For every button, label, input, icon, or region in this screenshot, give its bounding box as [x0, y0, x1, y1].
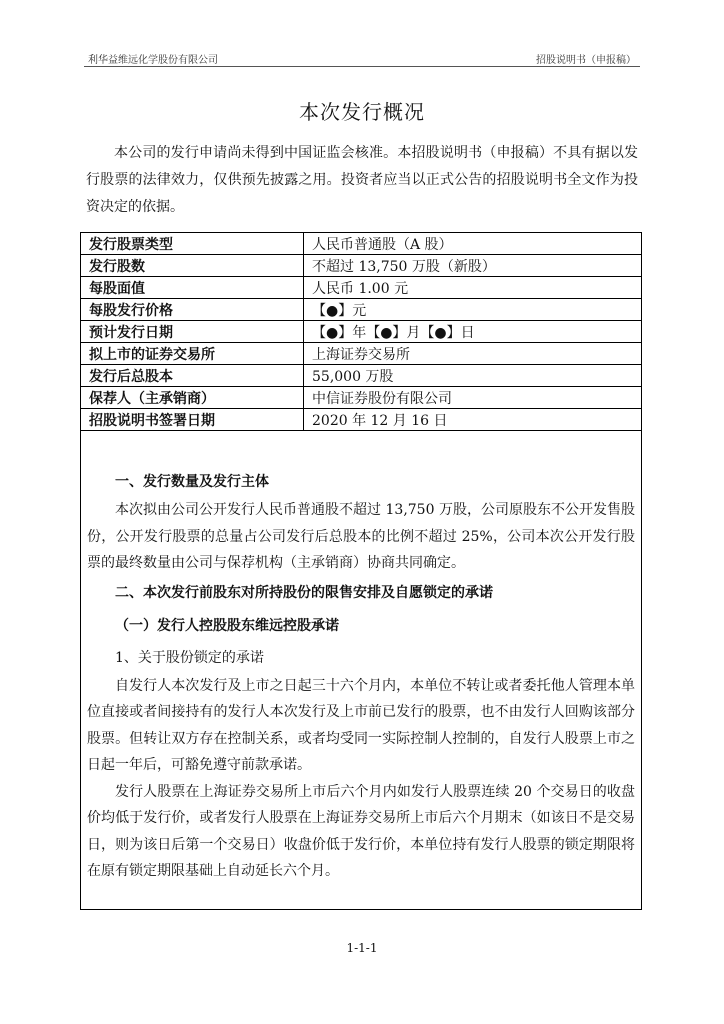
- row-value: 中信证券股份有限公司: [304, 387, 642, 409]
- table-row: [81, 387, 641, 409]
- section-body: [87, 467, 635, 885]
- row-label: 发行股票类型: [81, 233, 304, 255]
- row-value: 【●】年【●】月【●】日: [304, 321, 642, 343]
- header-doc-type: 招股说明书（申报稿）: [536, 55, 636, 66]
- table-row: [81, 365, 641, 387]
- row-value: 上海证券交易所: [304, 343, 642, 365]
- table-row: [81, 343, 641, 365]
- section-1-heading: 一、发行数量及发行主体: [115, 474, 269, 490]
- row-label: 保荐人（主承销商）: [81, 387, 304, 409]
- page-title: 本次发行概况: [299, 100, 425, 124]
- page-header: [84, 50, 640, 67]
- section-2-item-1: 1、关于股份锁定的承诺: [115, 649, 264, 666]
- offering-summary-table: [81, 233, 641, 431]
- page-number: 1-1-1: [346, 941, 378, 955]
- row-value: 人民币普通股（A 股）: [304, 233, 642, 255]
- row-label: 发行股数: [81, 255, 304, 277]
- row-label: 预计发行日期: [81, 321, 304, 343]
- table-row: [81, 233, 641, 255]
- row-label: 每股面值: [81, 277, 304, 299]
- table-row: [81, 321, 641, 343]
- row-value: 2020 年 12 月 16 日: [304, 409, 642, 431]
- row-value: 不超过 13,750 万股（新股）: [304, 255, 642, 277]
- table-row: [81, 409, 641, 431]
- intro-paragraph: 本公司的发行申请尚未得到中国证监会核准。本招股说明书（申报稿）不具有据以发行股票的法律效力，仅供预先披露之用。投资者应当以正式公告的招股说明书全文作为投资决定的依据。: [86, 145, 638, 215]
- table-row: [81, 255, 641, 277]
- content-frame: [80, 232, 642, 910]
- section-2-paragraph-1: 自发行人本次发行及上市之日起三十六个月内，本单位不转让或者委托他人管理本单位直接或者间接持有的发行人本次发行及上市前已发行的股票，也不由发行人回购该部分股票。但转让双方存在控制关系，或者均受同一实际控制人控制的，自发行人股票上市之日起一年后，可豁免遵守前款承诺。: [87, 677, 635, 773]
- row-label: 拟上市的证券交易所: [81, 343, 304, 365]
- section-2-heading: 二、本次发行前股东对所持股份的限售安排及自愿锁定的承诺: [115, 584, 493, 601]
- table-row: [81, 277, 641, 299]
- row-label: 发行后总股本: [81, 365, 304, 387]
- section-2-subheading: （一）发行人控股股东维远控股承诺: [115, 617, 339, 634]
- row-value: 【●】元: [304, 299, 642, 321]
- section-2-paragraph-2: 发行人股票在上海证券交易所上市后六个月内如发行人股票连续 20 个交易日的收盘价均低于发行价，或者发行人股票在上海证券交易所上市后六个月期末（如该日不是交易日，则为该日后第一个交易日）收盘价低于发行价，本单位持有发行人股票的锁定期限将在原有锁定期限基础上自动延长六个月。: [87, 783, 635, 879]
- row-value: 人民币 1.00 元: [304, 277, 642, 299]
- row-label: 招股说明书签署日期: [81, 409, 304, 431]
- section-1-paragraph: 本次拟由公司公开发行人民币普通股不超过 13,750 万股，公司原股东不公开发售股份，公开发行股票的总量占公司发行后总股本的比例不超过 25%，公司本次公开发行股票的最终数量由公司与保荐机构（主承销商）协商共同确定。: [87, 502, 635, 571]
- row-value: 55,000 万股: [304, 365, 642, 387]
- header-company: 利华益维远化学股份有限公司: [88, 55, 218, 66]
- row-label: 每股发行价格: [81, 299, 304, 321]
- table-row: [81, 299, 641, 321]
